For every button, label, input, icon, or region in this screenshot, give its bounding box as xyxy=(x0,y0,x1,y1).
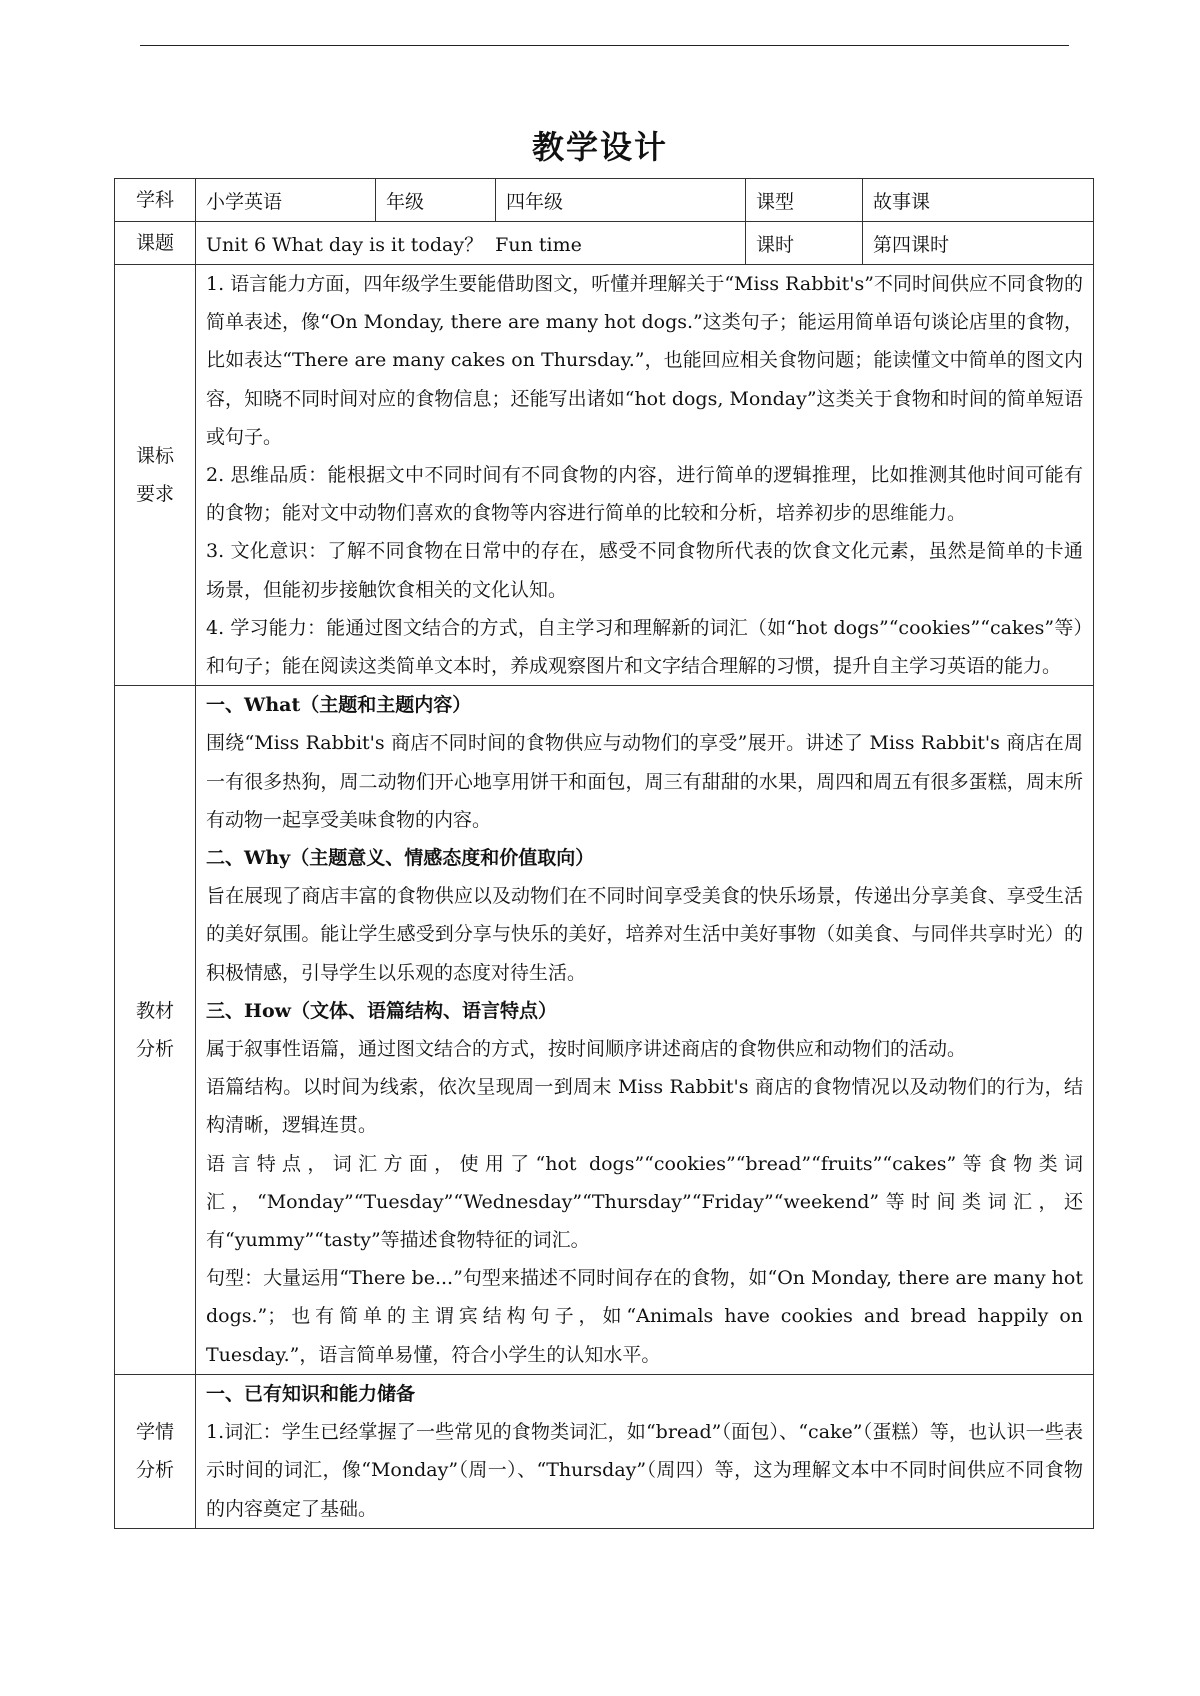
learners-label-line1: 学情 xyxy=(135,1421,174,1444)
grade-label: 年级 xyxy=(376,179,496,222)
subject-value: 小学英语 xyxy=(196,179,376,222)
material-label-line2: 分析 xyxy=(135,1038,174,1061)
standards-paragraph: 4. 学习能力：能通过图文结合的方式，自主学习和理解新的词汇（如“hot dogs”“cookies”“cakes”等）和句子；能在阅读这类简单文本时，养成观察图片和文字结合理解的习惯，提升自主学习英语的能力。 xyxy=(206,616,1083,678)
period-label: 课时 xyxy=(746,222,863,265)
learners-label xyxy=(115,1374,196,1528)
standards-paragraph: 3. 文化意识：了解不同食物在日常中的存在，感受不同食物所代表的饮食文化元素，虽然是简单的卡通场景，但能初步接触饮食相关的文化认知。 xyxy=(206,540,1083,601)
standards-paragraph: 1. 语言能力方面，四年级学生要能借助图文，听懂并理解关于“Miss Rabbit's”不同时间供应不同食物的简单表述，像“On Monday, there are many hot dogs.”这类句子；能运用简单语句谈论店里的食物，比如表达“There are many cakes on Thursday.”，也能回应相关食物问题；能读懂文中简单的图文内容，知晓不同时间对应的食物信息；还能写出诸如“hot dogs, Monday”这类关于食物和时间的简单短语或句子。 xyxy=(206,273,1083,448)
learners-text: 1.词汇：学生已经掌握了一些常见的食物类词汇，如“bread”（面包）、“cake”（蛋糕）等，也认识一些表示时间的词汇，像“Monday”（周一）、“Thursday”（周四）等，这为理解文本中不同时间供应不同食物的内容奠定了基础。 xyxy=(206,1421,1083,1520)
topic-label: 课题 xyxy=(115,222,196,265)
info-row-topic xyxy=(115,222,1094,265)
learners-content xyxy=(196,1374,1094,1528)
grade-value: 四年级 xyxy=(496,179,746,222)
standards-label-line1: 课标 xyxy=(135,445,174,468)
material-content xyxy=(196,686,1094,1375)
what-text: 围绕“Miss Rabbit's 商店不同时间的食物供应与动物们的享受”展开。讲述了 Miss Rabbit's 商店在周一有很多热狗，周二动物们开心地享用饼干和面包，周三有甜甜的水果，周四和周五有很多蛋糕，周末所有动物一起享受美味食物的内容。 xyxy=(206,732,1083,831)
lesson-type-label: 课型 xyxy=(746,179,863,222)
document-title: 教学设计 xyxy=(531,128,668,166)
header-rule xyxy=(140,45,1069,46)
material-label xyxy=(115,686,196,1375)
standards-paragraph: 2. 思维品质：能根据文中不同时间有不同食物的内容，进行简单的逻辑推理，比如推测其他时间可能有的食物；能对文中动物们喜欢的食物等内容进行简单的比较和分析，培养初步的思维能力。 xyxy=(206,464,1083,525)
why-heading: 二、Why（主题意义、情感态度和价值取向） xyxy=(206,847,595,870)
info-row-subject xyxy=(115,179,1094,222)
how-text-structure: 语篇结构。以时间为线索，依次呈现周一到周末 Miss Rabbit's 商店的食物情况以及动物们的行为，结构清晰，逻辑连贯。 xyxy=(206,1076,1083,1137)
learners-label-line2: 分析 xyxy=(135,1459,174,1482)
what-heading: 一、What（主题和主题内容） xyxy=(206,694,472,717)
how-text-vocabulary: 语言特点，词汇方面，使用了“hot dogs”“cookies”“bread”“fruits”“cakes”等食物类词汇，“Monday”“Tuesday”“Wednesday”“Thursday”“Friday”“weekend”等时间类词汇，还有“yummy”“tasty”等描述食物特征的词汇。 xyxy=(206,1152,1083,1252)
material-label-line1: 教材 xyxy=(135,1000,174,1023)
how-text-genre: 属于叙事性语篇，通过图文结合的方式，按时间顺序讲述商店的食物供应和动物们的活动。 xyxy=(206,1038,967,1061)
standards-label-line2: 要求 xyxy=(135,483,174,506)
standards-content xyxy=(196,265,1094,686)
learners-heading: 一、已有知识和能力储备 xyxy=(206,1382,416,1405)
material-row xyxy=(115,686,1094,1375)
how-heading: 三、How（文体、语篇结构、语言特点） xyxy=(206,999,557,1022)
lesson-design-table xyxy=(114,178,1094,1529)
period-value: 第四课时 xyxy=(863,222,1094,265)
topic-value: Unit 6 What day is it today？ Fun time xyxy=(196,222,746,265)
lesson-type-value: 故事课 xyxy=(863,179,1094,222)
learners-row xyxy=(115,1374,1094,1528)
why-text: 旨在展现了商店丰富的食物供应以及动物们在不同时间享受美食的快乐场景，传递出分享美食、享受生活的美好氛围。能让学生感受到分享与快乐的美好，培养对生活中美好事物（如美食、与同伴共享时光）的积极情感，引导学生以乐观的态度对待生活。 xyxy=(206,885,1083,984)
standards-label xyxy=(115,265,196,686)
how-text-sentences: 句型：大量运用“There be...”句型来描述不同时间存在的食物，如“On Monday, there are many hot dogs.”；也有简单的主谓宾结构句子，如“Animals have cookies and bread happily on Tuesday.”，语言简单易懂，符合小学生的认知水平。 xyxy=(206,1267,1083,1366)
subject-label: 学科 xyxy=(115,179,196,222)
standards-row xyxy=(115,265,1094,686)
